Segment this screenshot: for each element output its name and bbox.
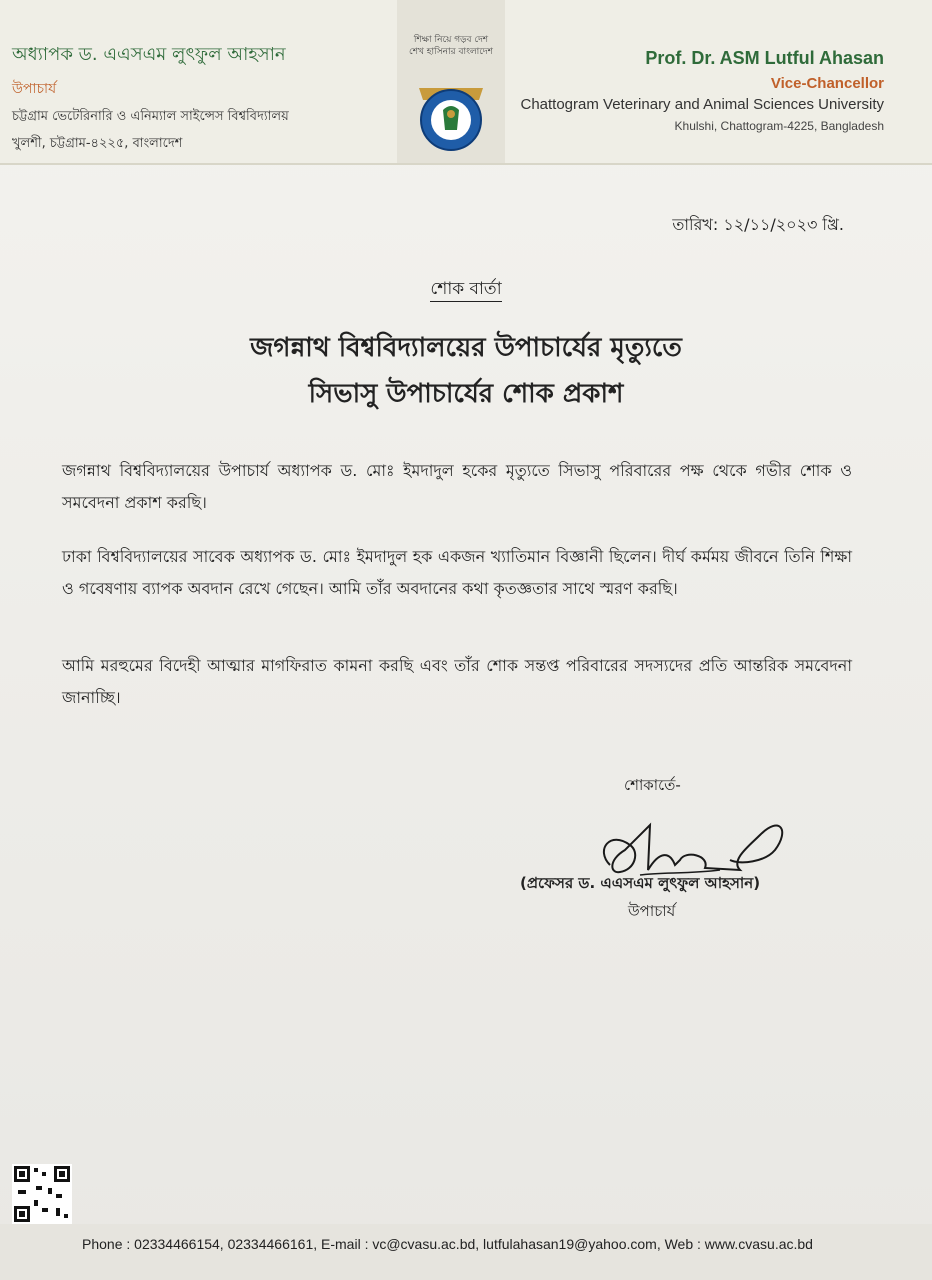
- subject-text: শোক বার্তা: [430, 279, 501, 302]
- en-name: Prof. Dr. ASM Lutful Ahasan: [645, 48, 884, 68]
- signer-name: (প্রফেসর ড. এএসএম লুৎফুল আহসান): [520, 874, 761, 892]
- slogan-line2: শেখ হাসিনার বাংলাদেশ: [409, 47, 493, 57]
- letterhead: [0, 0, 932, 165]
- logo-strip: [397, 0, 505, 163]
- bn-name: অধ্যাপক ড. এএসএম লুৎফুল আহসান: [12, 44, 286, 65]
- paragraph-1: জগন্নাথ বিশ্ববিদ্যালয়ের উপাচার্য অধ্যাপক ড. মোঃ ইমদাদুল হকের মৃত্যুতে সিভাসু পরিবারের পক্ষ থেকে গভীর শোক ও সমবেদনা প্রকাশ করছি।: [62, 461, 852, 512]
- paragraph-3: আমি মরহুমের বিদেহী আত্মার মাগফিরাত কামনা করছি এবং তাঁর শোক সন্তপ্ত পরিবারের সদস্যদের প্রতি আন্তরিক সমবেদনা জানাচ্ছি।: [62, 656, 852, 707]
- slogan-line1: শিক্ষা নিয়ে গড়ব দেশ: [413, 35, 489, 45]
- en-university: Chattogram Veterinary and Animal Sciences University: [520, 96, 884, 113]
- english-letterhead: [520, 48, 884, 133]
- footer-contact: Phone : 02334466154, 02334466161, E-mail : vc@cvasu.ac.bd, lutfulahasan19@yahoo.com, Web : www.cvasu.ac.bd: [82, 1236, 813, 1252]
- closing: শোকার্তে-: [624, 776, 681, 794]
- paragraph-2: ঢাকা বিশ্ববিদ্যালয়ের সাবেক অধ্যাপক ড. মোঃ ইমদাদুল হক একজন খ্যাতিমান বিজ্ঞানী ছিলেন। দীর্ঘ কর্মময় জীবনে তিনি শিক্ষা ও গবেষণায় ব্যাপক অবদান রেখে গেছেন। আমি তাঁর অবদানের কথা কৃতজ্ঞতার সাথে স্মরণ করছি।: [62, 547, 852, 598]
- signer-role: উপাচার্য: [628, 902, 676, 920]
- bn-address: খুলশী, চট্টগ্রাম-৪২২৫, বাংলাদেশ: [12, 136, 183, 151]
- university-seal-icon: [409, 70, 493, 154]
- bn-university: চট্টগ্রাম ভেটেরিনারি ও এনিম্যাল সাইন্সেস বিশ্ববিদ্যালয়: [12, 109, 289, 124]
- slogan: [397, 34, 505, 58]
- qr-code-icon: [12, 1164, 72, 1224]
- title-line1: জগন্নাথ বিশ্ববিদ্যালয়ের উপাচার্যের মৃত্যুতে: [250, 333, 682, 363]
- bn-role: উপাচার্য: [12, 81, 57, 97]
- subject: [0, 276, 932, 304]
- letter-date: তারিখ: ১২/১১/২০২৩ খ্রি.: [672, 215, 844, 234]
- bangla-letterhead: [12, 40, 289, 155]
- footer: [0, 1224, 932, 1280]
- en-address: Khulshi, Chattogram-4225, Bangladesh: [674, 119, 884, 133]
- title-line2: সিভাসু উপাচার্যের শোক প্রকাশ: [308, 379, 624, 409]
- en-role: Vice-Chancellor: [770, 75, 884, 92]
- letter-title: [0, 325, 932, 417]
- signature-block: [520, 770, 820, 930]
